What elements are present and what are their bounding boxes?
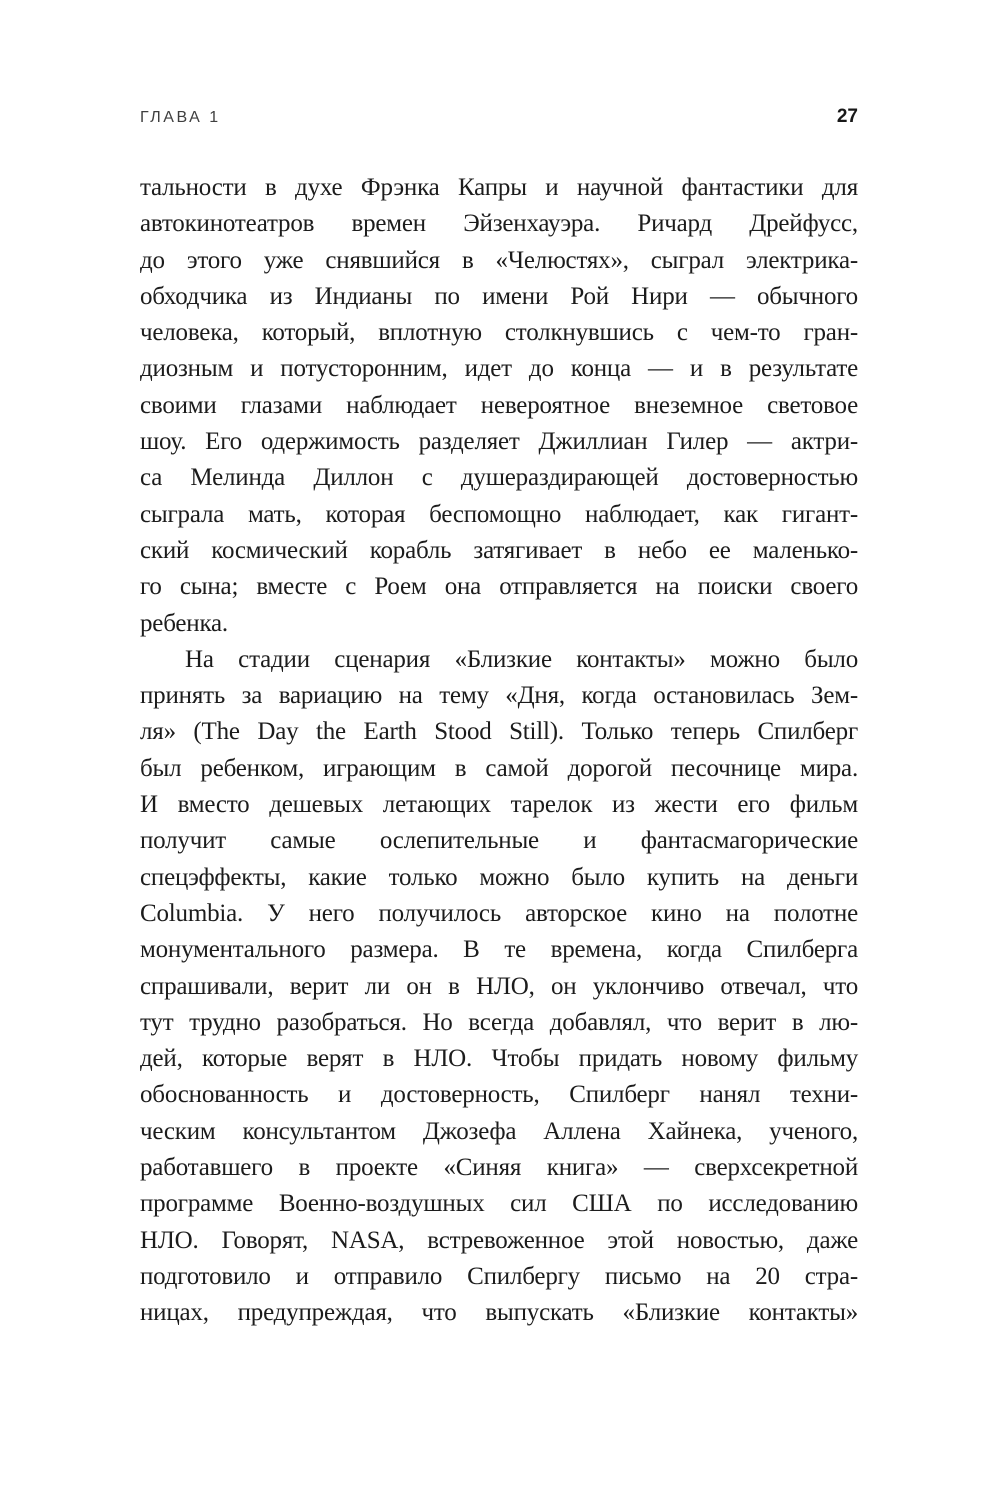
- text-line: принять за вариацию на тему «Дня, когда остановилась Зем-: [140, 682, 858, 710]
- chapter-label: ГЛАВА 1: [140, 109, 221, 126]
- text-line: до этого уже снявшийся в «Челюстях», сыграл электрика-: [140, 246, 858, 274]
- text-line: ницах, предупреждая, что выпускать «Близкие контакты»: [140, 1299, 858, 1327]
- text-line: монументального размера. В те времена, когда Спилберга: [140, 936, 858, 964]
- text-line: На стадии сценария «Близкие контакты» можно было: [185, 645, 858, 673]
- text-line: человека, который, вплотную столкнувшись с чем-то гран-: [140, 319, 858, 347]
- text-line: ля» (The Day the Earth Stood Still). Только теперь Спилберг: [140, 718, 858, 746]
- text-line: подготовило и отправило Спилбергу письмо на 20 стра-: [140, 1262, 858, 1290]
- text-line: диозным и потусторонним, идет до конца — и в результате: [140, 355, 858, 383]
- paragraph: [140, 642, 858, 1332]
- text-line: обходчика из Индианы по имени Рой Нири — обычного: [140, 282, 858, 310]
- text-line: программе Военно-воздушных сил США по исследованию: [140, 1190, 858, 1218]
- text-line: са Мелинда Диллон с душераздирающей достоверностью: [140, 464, 858, 492]
- text-line: автокинотеатров времен Эйзенхауэра. Ричард Дрейфусс,: [140, 210, 858, 238]
- text-line: дей, которые верят в НЛО. Чтобы придать новому фильму: [140, 1045, 858, 1073]
- page-number: 27: [836, 106, 858, 127]
- running-head: [140, 106, 858, 128]
- text-line: был ребенком, играющим в самой дорогой песочнице мира.: [140, 754, 858, 782]
- text-line: И вместо дешевых летающих тарелок из жести его фильм: [140, 791, 858, 819]
- text-line: шоу. Его одержимость разделяет Джиллиан Гилер — актри-: [140, 428, 858, 456]
- body-text: [140, 170, 858, 1332]
- text-line: обоснованность и достоверность, Спилберг нанял техни-: [140, 1081, 858, 1109]
- text-line: НЛО. Говорят, NASA, встревоженное этой новостью, даже: [140, 1226, 858, 1254]
- text-line: тальности в духе Фрэнка Капры и научной фантастики для: [140, 174, 858, 201]
- text-line: спрашивали, верит ли он в НЛО, он уклончиво отвечал, что: [140, 972, 858, 1000]
- text-line: тут трудно разобраться. Но всегда добавлял, что верит в лю-: [140, 1008, 858, 1036]
- text-line: сыграла мать, которая беспомощно наблюдает, как гигант-: [140, 500, 858, 528]
- text-line: своими глазами наблюдает невероятное внеземное световое: [140, 391, 858, 419]
- text-line: работавшего в проекте «Синяя книга» — сверхсекретной: [140, 1154, 858, 1182]
- text-line: ческим консультантом Джозефа Аллена Хайнека, ученого,: [140, 1117, 858, 1145]
- paragraph: [140, 170, 858, 642]
- text-line: ребенка.: [140, 609, 228, 637]
- text-line: спецэффекты, какие только можно было купить на деньги: [140, 863, 858, 891]
- text-line: получит самые ослепительные и фантасмагорические: [140, 827, 858, 855]
- text-line: го сына; вместе с Роем она отправляется на поиски своего: [140, 573, 858, 601]
- text-line: Columbia. У него получилось авторское кино на полотне: [140, 899, 858, 927]
- text-line: ский космический корабль затягивает в небо ее маленько-: [140, 536, 858, 564]
